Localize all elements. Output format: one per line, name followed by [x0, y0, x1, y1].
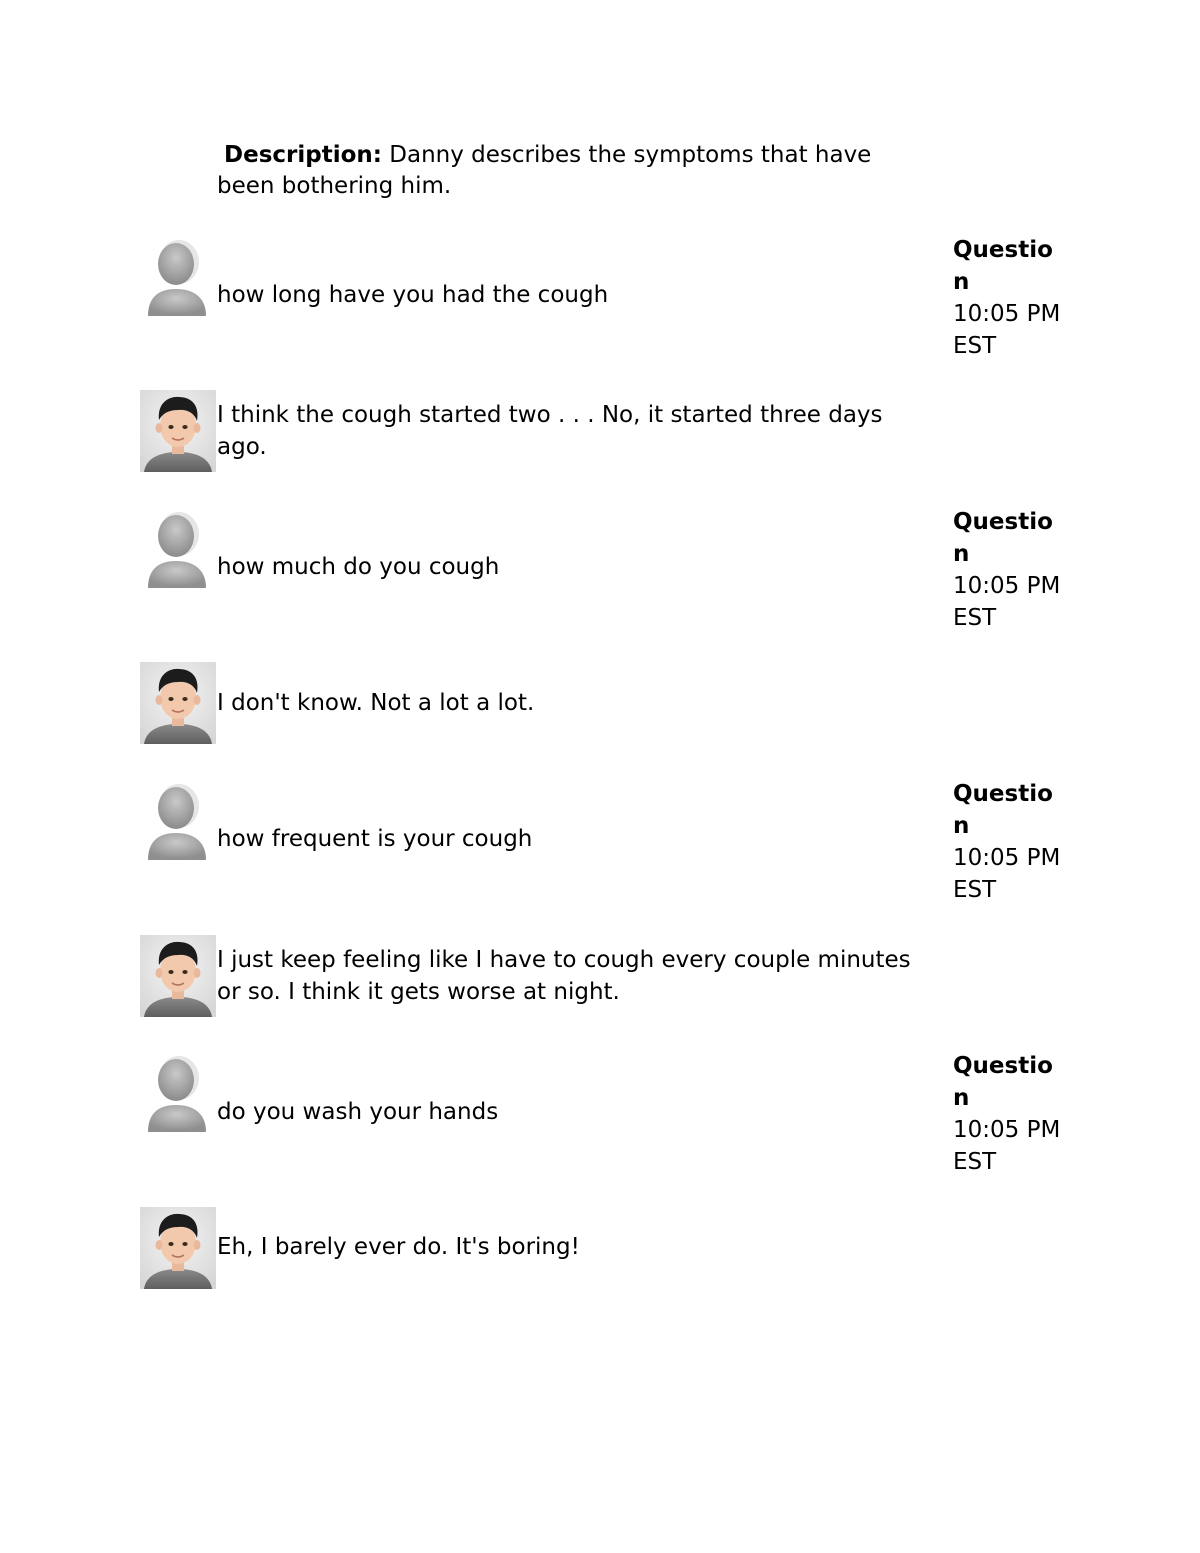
danny-avatar-icon	[140, 1207, 216, 1289]
question-meta	[953, 234, 1063, 362]
patient-answer-text: I think the cough started two . . . No, it started three days ago.	[217, 402, 883, 460]
question-meta	[953, 778, 1063, 906]
question-time: 10:05 PM EST	[953, 573, 1061, 631]
patient-answer-text: I don't know. Not a lot a lot.	[217, 690, 535, 716]
danny-avatar-icon	[140, 935, 216, 1017]
question-time: 10:05 PM EST	[953, 1117, 1061, 1175]
question-time: 10:05 PM EST	[953, 301, 1061, 359]
description-text: Danny describes the symptoms that have been bothering him.	[217, 142, 872, 199]
description-block	[217, 140, 917, 202]
patient-answer-text: I just keep feeling like I have to cough every couple minutes or so. I think it gets worse at night.	[217, 947, 911, 1005]
question-meta	[953, 506, 1063, 634]
danny-avatar-icon	[140, 662, 216, 744]
generic-user-silhouette-icon	[140, 506, 216, 588]
question-tag: Question	[953, 781, 1053, 839]
patient-answer-text: Eh, I barely ever do. It's boring!	[217, 1234, 580, 1260]
generic-user-silhouette-icon	[140, 234, 216, 316]
user-question-text: how much do you cough	[217, 554, 500, 580]
description-label: Description:	[224, 142, 382, 168]
question-meta	[953, 1050, 1063, 1178]
question-time: 10:05 PM EST	[953, 845, 1061, 903]
user-question-text: how frequent is your cough	[217, 826, 533, 852]
user-question-text: do you wash your hands	[217, 1099, 499, 1125]
danny-avatar-icon	[140, 390, 216, 472]
generic-user-silhouette-icon	[140, 1050, 216, 1132]
user-question-text: how long have you had the cough	[217, 282, 609, 308]
question-tag: Question	[953, 237, 1053, 295]
question-tag: Question	[953, 1053, 1053, 1111]
generic-user-silhouette-icon	[140, 778, 216, 860]
question-tag: Question	[953, 509, 1053, 567]
